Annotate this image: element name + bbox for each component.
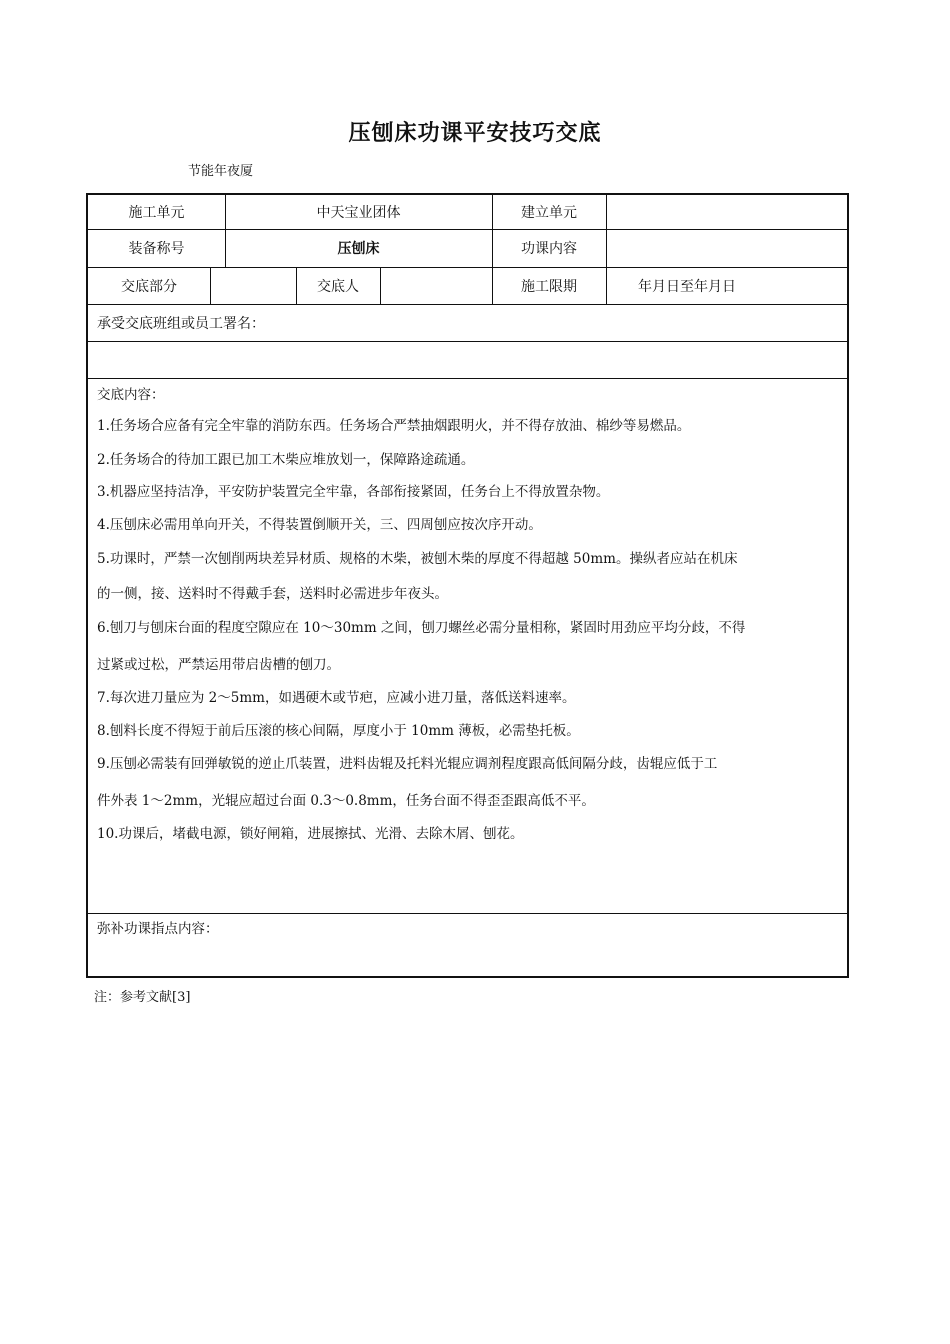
content-line: 3.机器应坚持洁净，平安防护装置完全牢靠，各部衔接紧固，任务台上不得放置杂物。 xyxy=(97,484,610,500)
construction-period-label: 施工限期 xyxy=(521,278,577,295)
project-name: 节能年夜厦 xyxy=(188,164,254,179)
equipment-name-label: 装备称号 xyxy=(128,241,185,257)
signature-area xyxy=(88,341,847,378)
build-unit-value xyxy=(606,195,847,229)
construction-unit-label: 施工单元 xyxy=(128,205,185,221)
handover-person-value xyxy=(380,267,492,304)
content-line: 8.刨料长度不得短于前后压滚的核心间隔，厚度小于 10mm 薄板，必需垫托板。 xyxy=(97,723,580,739)
content-line: 1.任务场合应备有完全牢靠的消防东西。任务场合严禁抽烟跟明火，并不得存放油、棉纱等易燃品。 xyxy=(97,418,691,434)
handover-part-label: 交底部分 xyxy=(121,278,177,295)
document-title: 压刨床功课平安技巧交底 xyxy=(348,121,602,146)
content-line: 9.压刨必需装有回弹敏锐的逆止爪装置，进料齿辊及托料光辊应调剂程度跟高低间隔分歧，齿辊应低于工 xyxy=(97,756,718,772)
content-line: 过紧或过松，严禁运用带启齿槽的刨刀。 xyxy=(97,657,340,673)
content-line: 5.功课时，严禁一次刨削两块差异材质、规格的木柴，被刨木柴的厚度不得超越 50mm。操纵者应站在机床 xyxy=(97,551,738,567)
work-content-label: 功课内容 xyxy=(521,241,577,257)
build-unit-label: 建立单元 xyxy=(521,205,577,221)
content-line: 10.功课后，堵截电源，锁好闸箱，进展擦拭、光滑、去除木屑、刨花。 xyxy=(97,826,524,842)
content-label: 交底内容： xyxy=(97,387,165,403)
row-divider xyxy=(88,913,847,914)
content-line: 4.压刨床必需用单向开关，不得装置倒顺开关，三、四周刨应按次序开动。 xyxy=(97,517,542,533)
equipment-name-value: 压刨床 xyxy=(337,241,380,257)
row-divider xyxy=(88,378,847,379)
content-line: 件外表 1～2mm，光辊应超过台面 0.3～0.8mm，任务台面不得歪歪跟高低不平。 xyxy=(97,793,595,809)
handover-part-value xyxy=(210,267,296,304)
construction-unit-value: 中天宝业团体 xyxy=(316,205,401,221)
supplement-label: 弥补功课指点内容： xyxy=(97,921,219,937)
reference-note: 注：参考文献[3] xyxy=(94,990,191,1005)
construction-period-value: 年月日至年月日 xyxy=(638,278,736,295)
work-content-value xyxy=(606,229,847,267)
handover-form xyxy=(86,193,849,978)
content-line: 7.每次进刀量应为 2～5mm，如遇硬木或节疤，应减小进刀量，落低送料速率。 xyxy=(97,690,576,706)
content-line: 2.任务场合的待加工跟已加工木柴应堆放划一，保障路途疏通。 xyxy=(97,452,475,468)
handover-person-label: 交底人 xyxy=(317,278,359,295)
content-line: 的一侧，接、送料时不得戴手套，送料时必需进步年夜头。 xyxy=(97,586,448,602)
content-line: 6.刨刀与刨床台面的程度空隙应在 10～30mm 之间，刨刀螺丝必需分量相称，紧固时用劲应平均分歧，不得 xyxy=(97,620,746,636)
signature-label: 承受交底班组或员工署名： xyxy=(97,315,265,332)
